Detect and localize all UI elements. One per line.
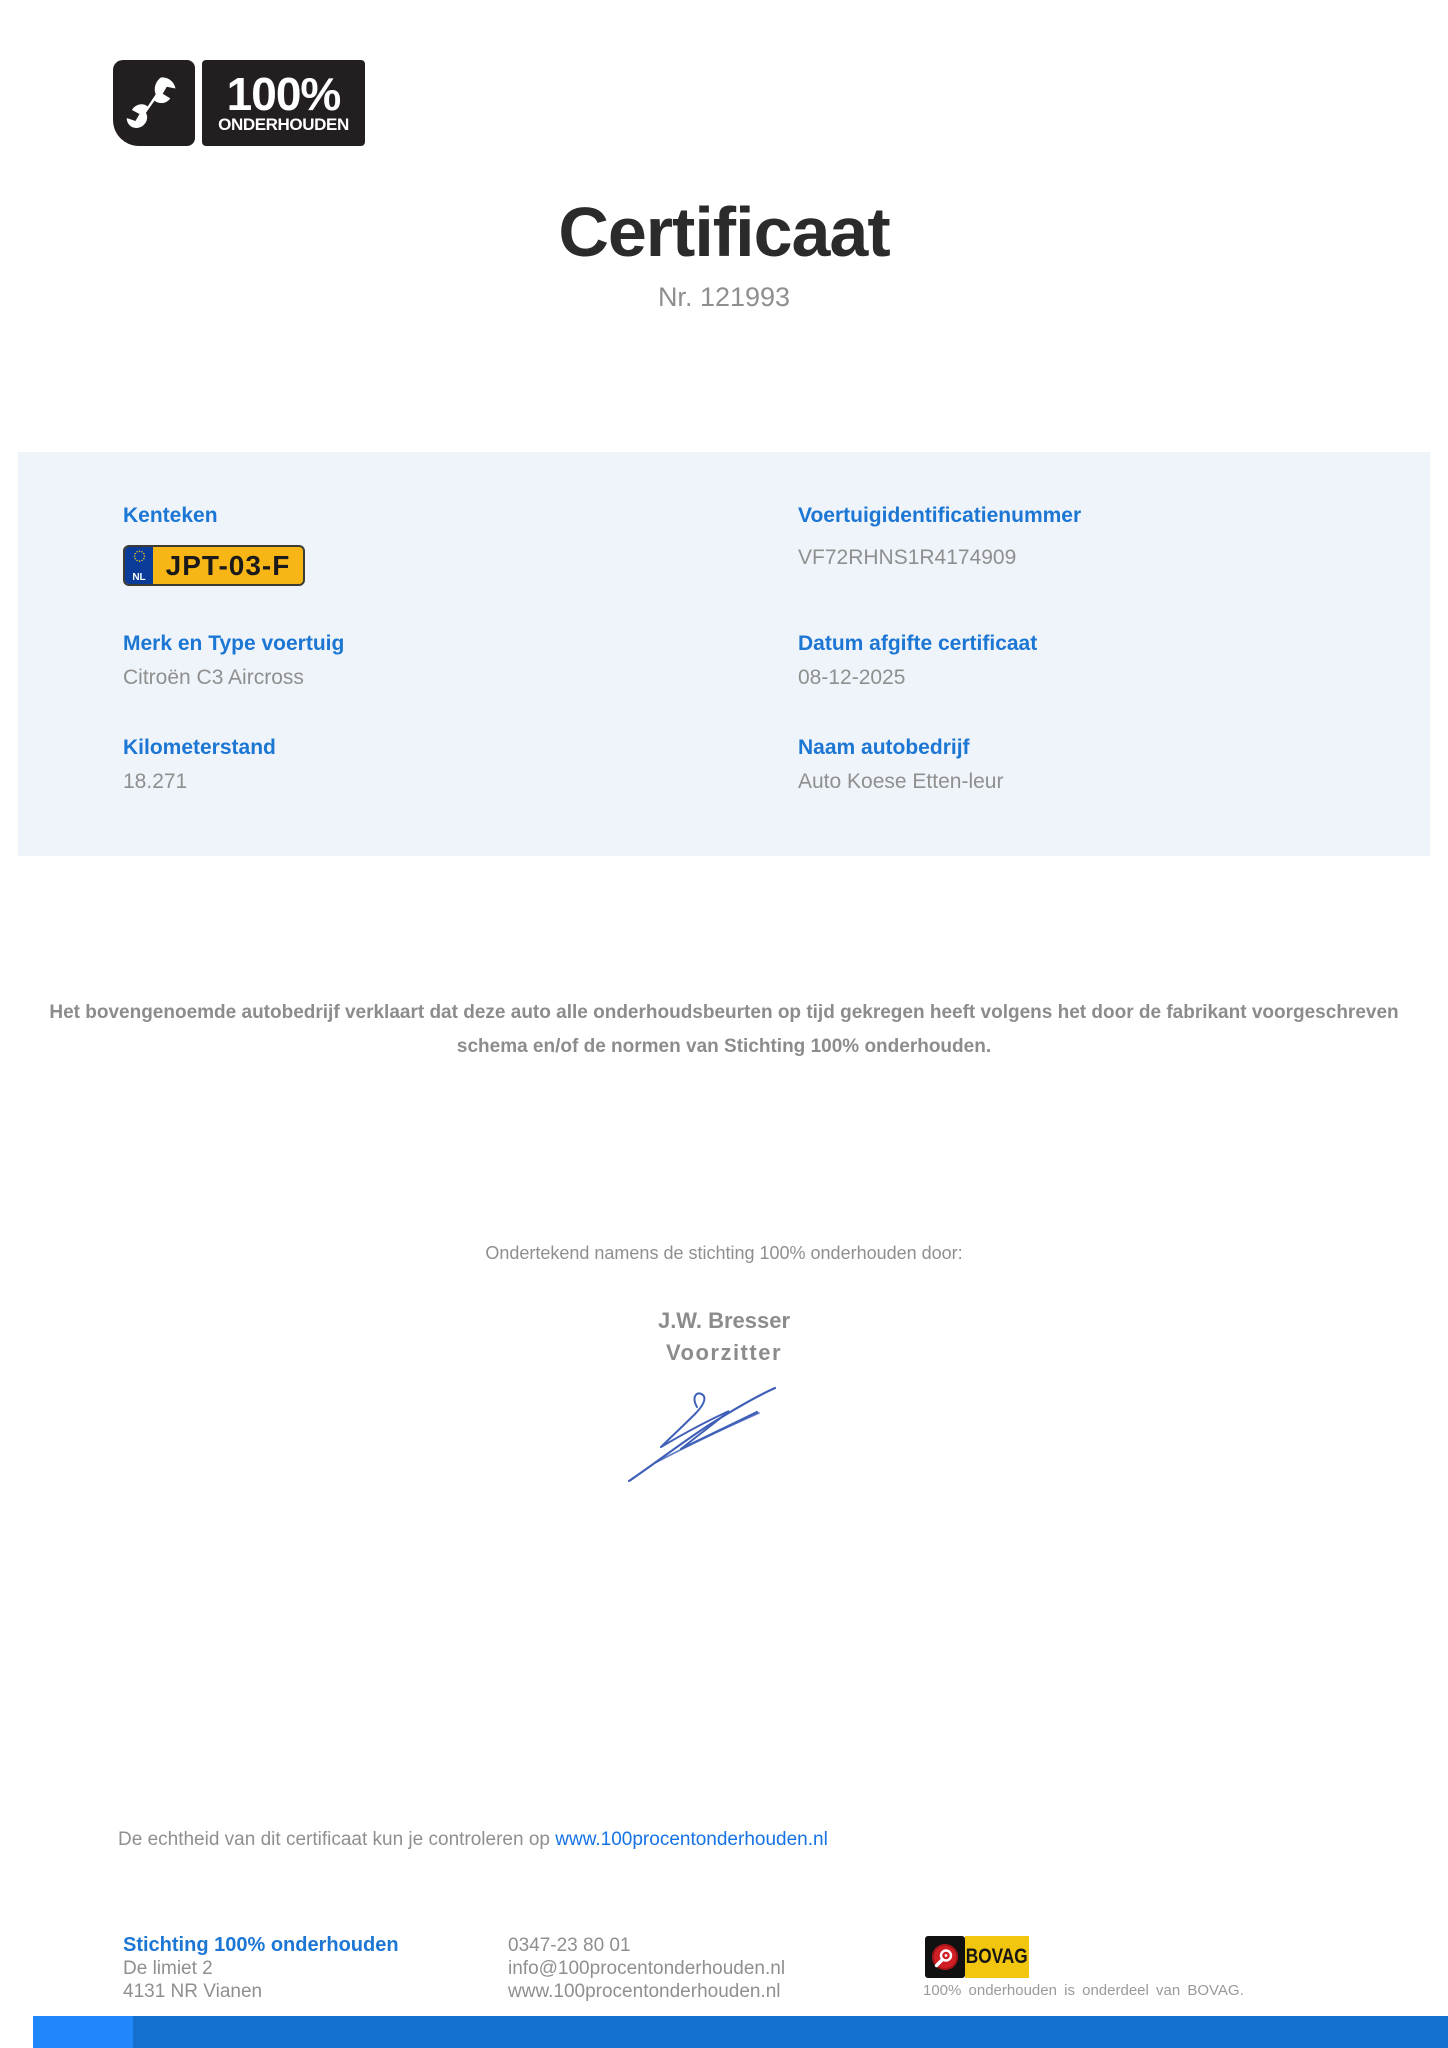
footer-address-line2: 4131 NR Vianen bbox=[123, 1981, 263, 2002]
brand-name-text: ONDERHOUDEN bbox=[218, 115, 349, 134]
datum-label: Datum afgifte certificaat bbox=[798, 632, 1038, 655]
certificate-number: Nr. 121993 bbox=[657, 282, 791, 312]
page-title: Certificaat bbox=[558, 193, 890, 271]
brand-wordmark bbox=[202, 60, 365, 146]
plate-country-code: NL bbox=[132, 572, 146, 583]
verification-link[interactable]: www.100procentonderhouden.nl bbox=[555, 1829, 828, 1850]
footer-website: www.100procentonderhouden.nl bbox=[508, 1981, 781, 2002]
footer-address-line1: De limiet 2 bbox=[123, 1958, 213, 1979]
bovag-note: 100% onderhouden is onderdeel van BOVAG. bbox=[923, 1982, 1244, 1999]
merk-value: Citroën C3 Aircross bbox=[123, 666, 304, 689]
footer-email: info@100procentonderhouden.nl bbox=[508, 1958, 786, 1979]
autobedrijf-value: Auto Koese Etten-leur bbox=[798, 770, 1004, 793]
bovag-emblem-icon bbox=[925, 1936, 965, 1978]
footer-accent-bar-light-segment bbox=[33, 2016, 133, 2048]
verification-text: De echtheid van dit certificaat kun je controleren op bbox=[118, 1829, 556, 1850]
footer-accent-bar bbox=[33, 2016, 1448, 2048]
certificate-header bbox=[0, 192, 1448, 313]
footer-org-name: Stichting 100% onderhouden bbox=[123, 1934, 399, 1956]
eu-stars-icon bbox=[125, 547, 153, 584]
signer-name: J.W. Bresser bbox=[657, 1308, 791, 1333]
kilometerstand-label: Kilometerstand bbox=[123, 736, 276, 759]
signer-role: Voorzitter bbox=[665, 1340, 783, 1365]
license-plate bbox=[123, 545, 305, 586]
bovag-logo bbox=[925, 1936, 1029, 1978]
brand-logo bbox=[113, 60, 365, 146]
vin-label: Voertuigidentificatienummer bbox=[798, 504, 1082, 527]
declaration-text: Het bovengenoemde autobedrijf verklaart dat deze auto alle onderhoudsbeurten op tijd gekregen heeft volgens het door de fabrikant voorgeschreven schema en/of de normen van Stichting 100% onderhouden. bbox=[49, 1002, 1399, 1057]
datum-value: 08-12-2025 bbox=[798, 666, 906, 689]
kilometerstand-value: 18.271 bbox=[123, 770, 188, 793]
signature-scribble bbox=[625, 1383, 797, 1487]
signing-intro: Ondertekend namens de stichting 100% onderhouden door: bbox=[485, 1243, 963, 1263]
wrench-icon bbox=[113, 60, 195, 146]
autobedrijf-label: Naam autobedrijf bbox=[798, 736, 970, 759]
plate-number: JPT-03-F bbox=[165, 549, 291, 581]
footer-contact-block bbox=[508, 1934, 785, 2003]
brand-percent-text: 100% bbox=[226, 68, 341, 120]
footer-org-block bbox=[123, 1934, 399, 2003]
verification-line bbox=[118, 1829, 828, 1851]
merk-label: Merk en Type voertuig bbox=[123, 632, 345, 655]
vin-value: VF72RHNS1R4174909 bbox=[798, 546, 1017, 569]
kenteken-label: Kenteken bbox=[123, 504, 218, 527]
vehicle-info-panel bbox=[18, 452, 1430, 856]
bovag-wordmark: BOVAG bbox=[965, 1936, 1029, 1978]
footer-phone: 0347-23 80 01 bbox=[508, 1935, 631, 1956]
